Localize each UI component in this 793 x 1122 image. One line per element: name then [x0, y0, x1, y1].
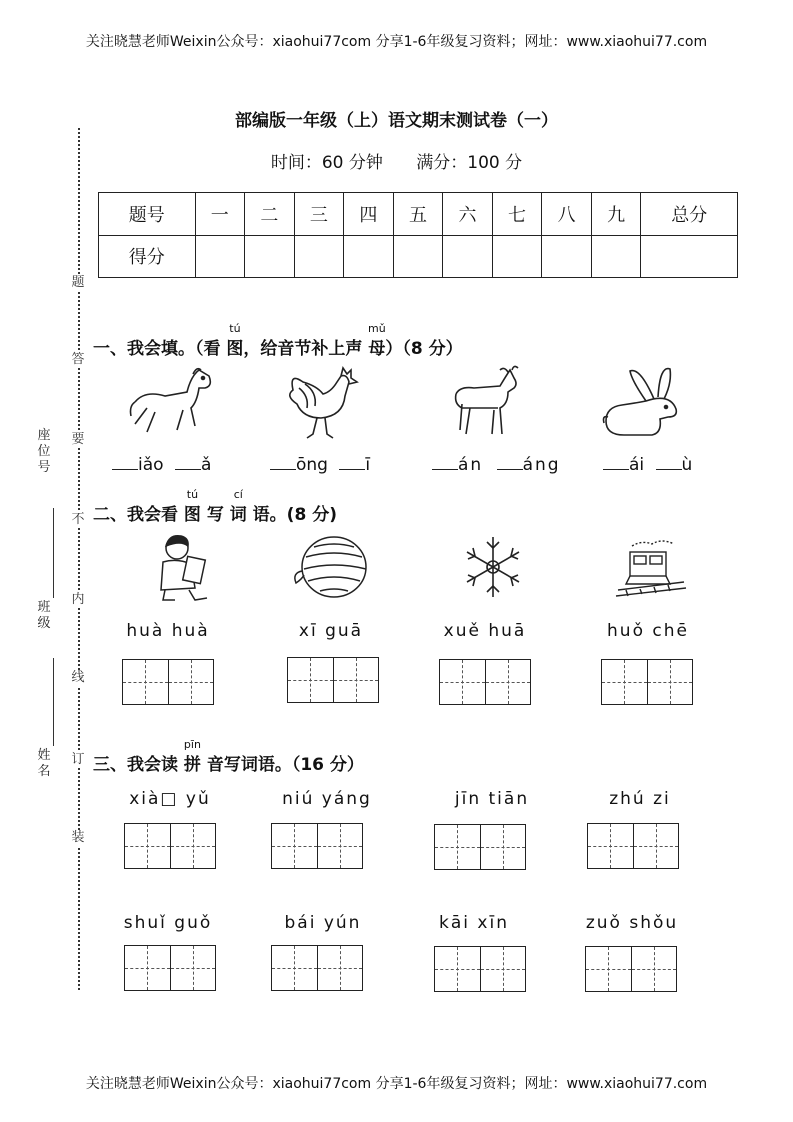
table-header-cell: 一: [195, 193, 245, 236]
goat-picture: [448, 364, 524, 440]
binding-dotted-line: [78, 128, 80, 990]
pinyin-fragment: án: [458, 455, 484, 475]
score-table-header-row: [99, 193, 738, 236]
ruby-pinyin: cí: [233, 488, 243, 501]
ruby-mu: [368, 322, 386, 359]
ruby-char: 拼: [183, 755, 201, 775]
ruby-pinyin: mǔ: [368, 322, 386, 335]
rabbit-picture: [600, 365, 684, 441]
name-fill-line[interactable]: [53, 658, 54, 746]
bottom-banner: 关注晓慧老师Weixin公众号：xiaohui77com 分享1-6年级复习资料；网址：www.xiaohui77.com: [85, 1076, 708, 1092]
writing-grid[interactable]: [124, 823, 216, 869]
pinyin-label: huà huà: [126, 621, 210, 641]
fill-item: [603, 455, 692, 475]
answer-blank[interactable]: [339, 455, 365, 470]
time-label: 时间：60 分钟: [270, 153, 383, 173]
pinyin-label: kāi xīn: [439, 913, 509, 933]
writing-grid[interactable]: [271, 823, 363, 869]
ruby-ci: [229, 488, 247, 525]
score-input-cell[interactable]: [591, 235, 641, 278]
binding-char: 线: [71, 670, 85, 685]
score-input-cell[interactable]: [492, 235, 542, 278]
writing-grid[interactable]: [271, 945, 363, 991]
train-picture: [612, 538, 690, 600]
score-input-cell[interactable]: [344, 235, 394, 278]
section-3-heading: [93, 738, 364, 775]
seat-number-label: 座位号: [37, 428, 51, 475]
section-1-heading: [93, 322, 463, 359]
fill-item: [112, 455, 211, 475]
binding-char: 不: [71, 512, 85, 527]
table-header-cell: 三: [294, 193, 344, 236]
pinyin-label: xuě huā: [443, 621, 527, 641]
pinyin-fragment: ù: [681, 455, 693, 475]
answer-blank[interactable]: [270, 455, 296, 470]
ruby-char: 图: [183, 505, 201, 525]
writing-grid[interactable]: [585, 946, 677, 992]
pinyin-label: huǒ chē: [607, 621, 689, 641]
answer-blank[interactable]: [497, 455, 523, 470]
section-3-suffix: 音写词语。（16 分）: [200, 755, 364, 775]
score-input-cell[interactable]: [294, 235, 344, 278]
binding-char: 内: [71, 592, 85, 607]
score-input-cell[interactable]: [245, 235, 295, 278]
pinyin-label: xià□ yǔ: [129, 789, 211, 809]
score-input-cell[interactable]: [443, 235, 493, 278]
pinyin-label: bái yún: [284, 913, 362, 933]
table-header-cell: 八: [542, 193, 592, 236]
section-2-heading: [93, 488, 337, 525]
ruby-tu: [226, 322, 244, 359]
answer-blank[interactable]: [603, 455, 629, 470]
answer-blank[interactable]: [175, 455, 201, 470]
score-input-cell[interactable]: [195, 235, 245, 278]
table-header-cell: 四: [344, 193, 394, 236]
section-1-middle: ，给音节补上声: [243, 339, 369, 359]
ruby-pin: [183, 738, 201, 775]
ruby-char: 词: [229, 505, 247, 525]
writing-grid[interactable]: [122, 659, 214, 705]
table-header-cell: 题号: [99, 193, 196, 236]
pinyin-label: shuǐ guǒ: [123, 913, 213, 933]
section-2-mid: 写: [200, 505, 230, 525]
horse-picture: [125, 362, 217, 442]
watermelon-picture: [290, 533, 374, 603]
pinyin-label: xī guā: [298, 621, 364, 641]
ruby-char: 图: [226, 339, 244, 359]
section-1-suffix: ）（8 分）: [385, 339, 463, 359]
writing-grid[interactable]: [587, 823, 679, 869]
writing-grid[interactable]: [439, 659, 531, 705]
answer-blank[interactable]: [432, 455, 458, 470]
section-2-prefix: 二、我会看: [93, 505, 184, 525]
binding-char: 装: [71, 830, 85, 845]
binding-char: 答: [71, 352, 85, 367]
pinyin-fragment: iǎo: [138, 455, 164, 475]
table-header-cell: 二: [245, 193, 295, 236]
writing-grid[interactable]: [124, 945, 216, 991]
pinyin-label: jīn tiān: [454, 789, 530, 809]
writing-grid[interactable]: [601, 659, 693, 705]
score-input-cell[interactable]: [641, 235, 738, 278]
score-input-cell[interactable]: [393, 235, 443, 278]
table-header-cell: 九: [591, 193, 641, 236]
ruby-pinyin: tú: [229, 322, 241, 335]
page-title: 部编版一年级（上）语文期末测试卷（一）: [235, 111, 558, 131]
table-header-cell: 七: [492, 193, 542, 236]
pinyin-label: zhú zi: [609, 789, 671, 809]
writing-grid[interactable]: [287, 657, 379, 703]
score-input-cell[interactable]: [542, 235, 592, 278]
fill-item: [432, 455, 561, 475]
pinyin-fragment: ī: [365, 455, 371, 475]
score-table: [98, 192, 738, 278]
ruby-tu: [183, 488, 201, 525]
pinyin-fragment: áng: [522, 455, 561, 475]
pinyin-fragment: ái: [629, 455, 645, 475]
binding-char: 订: [71, 752, 85, 767]
section-3-prefix: 三、我会读: [93, 755, 184, 775]
section-2-suffix: 语。(8 分): [246, 505, 337, 525]
answer-blank[interactable]: [112, 455, 138, 470]
writing-grid[interactable]: [434, 824, 526, 870]
top-banner: 关注晓慧老师Weixin公众号：xiaohui77com 分享1-6年级复习资料；网址：www.xiaohui77.com: [85, 34, 708, 50]
binding-char: 要: [71, 432, 85, 447]
boy-drawing-picture: [155, 532, 215, 604]
class-label: 班级: [37, 600, 51, 631]
fill-item: [270, 455, 370, 475]
pinyin-label: niú yáng: [282, 789, 372, 809]
writing-grid[interactable]: [434, 946, 526, 992]
binding-char: 题: [71, 275, 85, 290]
table-header-cell: 五: [393, 193, 443, 236]
name-label: 姓名: [37, 748, 51, 779]
ruby-pinyin: pīn: [183, 738, 201, 751]
section-1-prefix: 一、我会填。（看: [93, 339, 227, 359]
snowflake-picture: [460, 534, 526, 600]
score-table-score-row: [99, 235, 738, 278]
rooster-picture: [283, 362, 363, 444]
answer-blank[interactable]: [656, 455, 682, 470]
ruby-pinyin: tú: [186, 488, 199, 501]
ruby-char: 母: [368, 339, 386, 359]
table-header-cell: 总分: [641, 193, 738, 236]
exam-meta: [0, 148, 793, 173]
class-fill-line[interactable]: [53, 508, 54, 598]
score-row-label: 得分: [99, 235, 196, 278]
pinyin-fragment: ōng: [296, 455, 328, 475]
table-header-cell: 六: [443, 193, 493, 236]
pinyin-fragment: ǎ: [200, 455, 212, 475]
full-score-label: 满分：100 分: [416, 153, 523, 173]
pinyin-label: zuǒ shǒu: [585, 913, 679, 933]
